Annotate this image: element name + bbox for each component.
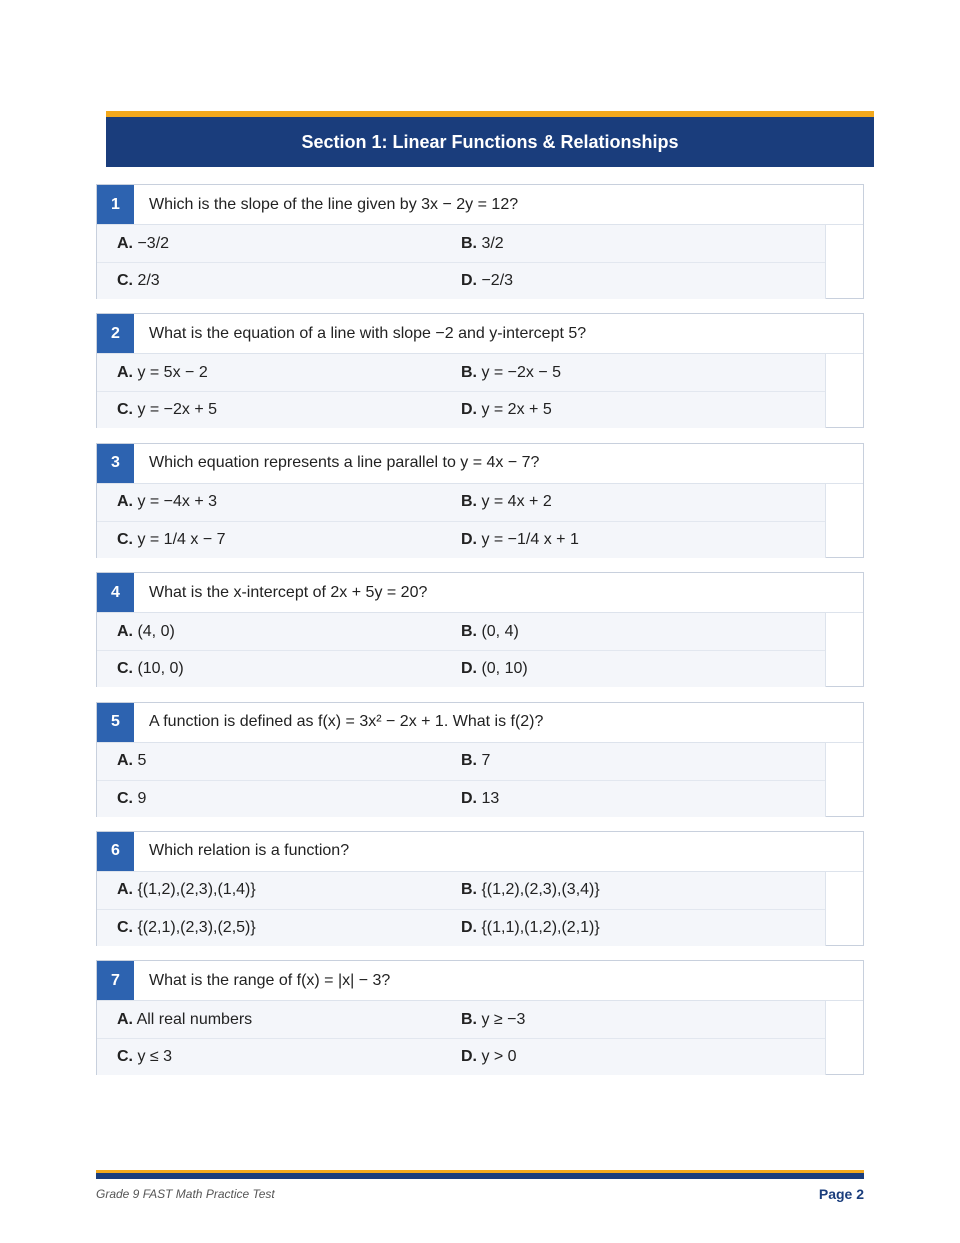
option-text: (0, 4) xyxy=(477,622,519,640)
answer-options xyxy=(97,872,826,946)
question-header xyxy=(97,703,863,743)
option-text: (4, 0) xyxy=(133,622,175,640)
option-letter: C. xyxy=(117,789,133,807)
question-card xyxy=(96,831,864,946)
option-d[interactable] xyxy=(461,790,499,808)
option-letter: C. xyxy=(117,530,133,548)
option-row xyxy=(97,484,825,521)
question-text: Which is the slope of the line given by 3x − 2y = 12? xyxy=(149,195,519,213)
option-letter: A. xyxy=(117,752,133,770)
question-header xyxy=(97,832,863,872)
option-letter: A. xyxy=(117,363,133,381)
question-card xyxy=(96,702,864,817)
question-number: 4 xyxy=(97,573,134,612)
option-row xyxy=(97,521,825,558)
option-letter: A. xyxy=(117,234,133,252)
question-number: 1 xyxy=(97,185,134,224)
option-a[interactable] xyxy=(97,752,461,770)
option-letter: A. xyxy=(117,493,133,511)
page-number: Page 2 xyxy=(818,1186,864,1202)
answer-options xyxy=(97,225,826,299)
option-text: 2/3 xyxy=(133,272,160,289)
option-d[interactable] xyxy=(461,531,579,549)
option-row xyxy=(97,354,825,391)
option-letter: D. xyxy=(461,1048,477,1066)
option-text: (0, 10) xyxy=(477,660,528,678)
question-card xyxy=(96,960,864,1075)
option-b[interactable] xyxy=(461,493,552,511)
option-letter: B. xyxy=(461,234,477,252)
option-text: y = −2x + 5 xyxy=(133,401,218,419)
option-a[interactable] xyxy=(97,1011,461,1029)
option-text: y = −2x − 5 xyxy=(477,363,562,381)
option-a[interactable] xyxy=(97,881,461,899)
option-d[interactable] xyxy=(461,1048,517,1066)
option-b[interactable] xyxy=(461,1011,525,1029)
option-d[interactable] xyxy=(461,272,513,290)
option-letter: C. xyxy=(117,272,133,289)
question-list xyxy=(96,184,864,1090)
option-letter: D. xyxy=(461,789,477,807)
option-letter: C. xyxy=(117,918,133,936)
option-row xyxy=(97,1038,825,1075)
option-letter: A. xyxy=(117,622,133,640)
option-a[interactable] xyxy=(97,235,461,253)
question-number: 5 xyxy=(97,703,134,742)
option-text: y = −4x + 3 xyxy=(133,493,218,511)
question-text: Which relation is a function? xyxy=(149,842,350,860)
option-letter: D. xyxy=(461,272,477,289)
question-text: A function is defined as f(x) = 3x² − 2x + 1. What is f(2)? xyxy=(149,713,544,731)
option-text: y = 2x + 5 xyxy=(477,401,552,419)
option-c[interactable] xyxy=(97,531,461,549)
option-text: 13 xyxy=(477,789,500,807)
option-row xyxy=(97,225,825,262)
answer-options xyxy=(97,613,826,687)
option-letter: B. xyxy=(461,1010,477,1028)
option-text: {(1,1),(1,2),(2,1)} xyxy=(477,918,600,936)
section-banner xyxy=(106,111,874,167)
option-letter: D. xyxy=(461,401,477,419)
question-card xyxy=(96,572,864,687)
question-header xyxy=(97,573,863,613)
question-text: Which equation represents a line parallel to y = 4x − 7? xyxy=(149,454,540,472)
option-letter: C. xyxy=(117,401,133,419)
section-title: Section 1: Linear Functions & Relationships xyxy=(301,131,679,152)
question-header xyxy=(97,185,863,225)
option-text: All real numbers xyxy=(133,1010,253,1028)
option-row xyxy=(97,780,825,817)
question-number: 6 xyxy=(97,832,134,871)
option-text: y ≤ 3 xyxy=(133,1048,173,1066)
option-c[interactable] xyxy=(97,401,461,419)
option-b[interactable] xyxy=(461,364,561,382)
option-text: (10, 0) xyxy=(133,660,184,678)
option-b[interactable] xyxy=(461,623,519,641)
option-letter: B. xyxy=(461,752,477,770)
answer-options xyxy=(97,1001,826,1075)
option-text: {(2,1),(2,3),(2,5)} xyxy=(133,918,256,936)
option-row xyxy=(97,743,825,780)
option-b[interactable] xyxy=(461,235,504,253)
option-a[interactable] xyxy=(97,623,461,641)
option-text: 3/2 xyxy=(477,234,504,252)
question-header xyxy=(97,314,863,354)
option-letter: B. xyxy=(461,881,477,899)
question-number: 7 xyxy=(97,961,134,1000)
option-row xyxy=(97,1001,825,1038)
option-text: 5 xyxy=(133,752,147,770)
option-b[interactable] xyxy=(461,752,490,770)
option-a[interactable] xyxy=(97,364,461,382)
question-card xyxy=(96,184,864,299)
option-row xyxy=(97,262,825,299)
option-letter: C. xyxy=(117,660,133,678)
option-letter: D. xyxy=(461,918,477,936)
option-text: y = 5x − 2 xyxy=(133,363,208,381)
option-letter: D. xyxy=(461,660,477,678)
option-d[interactable] xyxy=(461,660,528,678)
option-row xyxy=(97,391,825,428)
option-text: {(1,2),(2,3),(3,4)} xyxy=(477,881,600,899)
option-row xyxy=(97,650,825,687)
footer-rule xyxy=(96,1170,864,1180)
option-text: 9 xyxy=(133,789,147,807)
answer-options xyxy=(97,354,826,428)
option-text: 7 xyxy=(477,752,491,770)
option-letter: A. xyxy=(117,881,133,899)
question-card xyxy=(96,313,864,428)
option-letter: B. xyxy=(461,363,477,381)
option-letter: C. xyxy=(117,1048,133,1066)
option-row xyxy=(97,872,825,909)
answer-options xyxy=(97,743,826,817)
question-text: What is the equation of a line with slope −2 and y-intercept 5? xyxy=(149,324,587,342)
question-text: What is the range of f(x) = |x| − 3? xyxy=(149,971,391,989)
option-c[interactable] xyxy=(97,660,461,678)
option-c[interactable] xyxy=(97,919,461,937)
footer-title: Grade 9 FAST Math Practice Test xyxy=(96,1187,275,1201)
option-c[interactable] xyxy=(97,1048,461,1066)
option-text: y = 4x + 2 xyxy=(477,493,552,511)
question-text: What is the x-intercept of 2x + 5y = 20? xyxy=(149,583,428,601)
option-d[interactable] xyxy=(461,919,600,937)
option-row xyxy=(97,909,825,946)
answer-options xyxy=(97,484,826,558)
option-letter: A. xyxy=(117,1010,133,1028)
question-header xyxy=(97,961,863,1001)
option-text: y = 1/4 x − 7 xyxy=(133,530,226,548)
option-text: y > 0 xyxy=(477,1048,517,1066)
option-text: −2/3 xyxy=(477,272,514,289)
option-text: y ≥ −3 xyxy=(477,1010,526,1028)
option-text: {(1,2),(2,3),(1,4)} xyxy=(133,881,256,899)
footer-rule-navy xyxy=(96,1173,864,1179)
question-number: 2 xyxy=(97,314,134,353)
option-row xyxy=(97,613,825,650)
question-card xyxy=(96,443,864,558)
option-letter: B. xyxy=(461,493,477,511)
option-text: −3/2 xyxy=(133,234,170,252)
question-header xyxy=(97,444,863,484)
option-c[interactable] xyxy=(97,272,461,290)
option-text: y = −1/4 x + 1 xyxy=(477,530,579,548)
option-letter: D. xyxy=(461,530,477,548)
question-number: 3 xyxy=(97,444,134,483)
option-d[interactable] xyxy=(461,401,552,419)
option-b[interactable] xyxy=(461,881,600,899)
option-letter: B. xyxy=(461,622,477,640)
option-a[interactable] xyxy=(97,493,461,511)
option-c[interactable] xyxy=(97,790,461,808)
